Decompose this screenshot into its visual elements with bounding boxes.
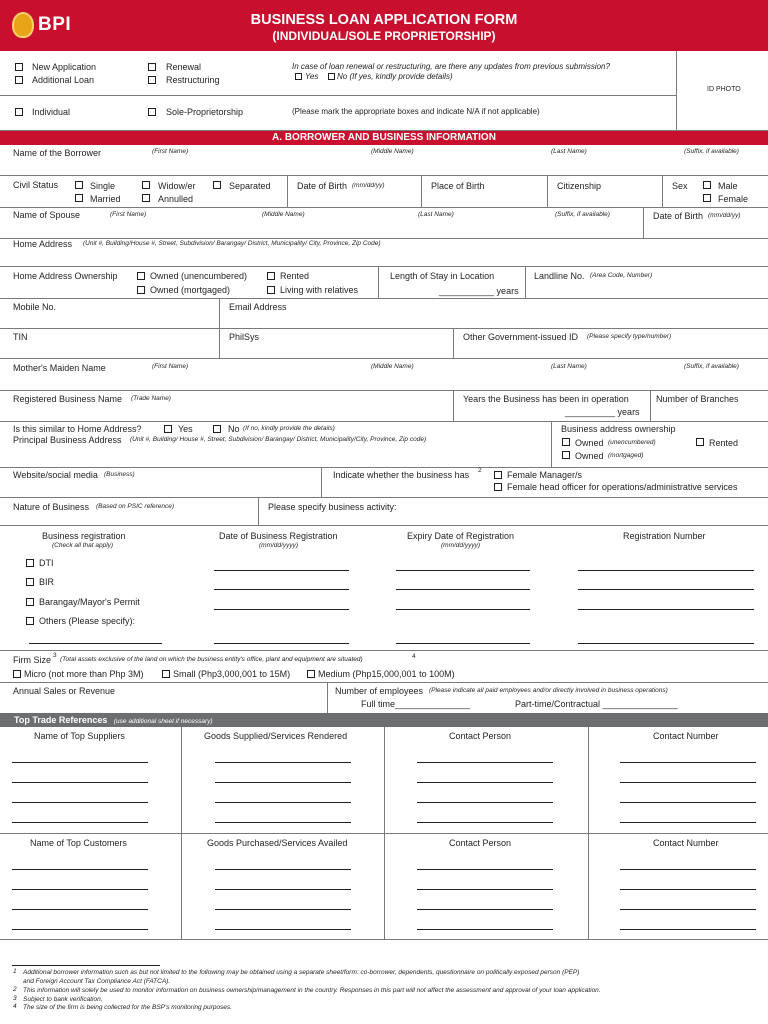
footnote-2: This information will solely be used to monitor information on business ownership/management in the country. Responses in this part will not affect the assessment and approval of your loan application. (23, 987, 601, 994)
nature-of-business-label: Nature of Business (13, 502, 90, 512)
philsys-label: PhilSys (229, 332, 260, 342)
others-date-line[interactable] (214, 643, 349, 644)
full-time-field[interactable]: Full time_______________ (361, 699, 471, 709)
email-label: Email Address (229, 302, 287, 312)
widower-label: Widow/er (158, 181, 196, 191)
male-checkbox[interactable] (703, 181, 711, 189)
mothers-maiden-name-label: Mother's Maiden Name (13, 363, 106, 373)
footnote-4-number: 4 (13, 1003, 17, 1010)
place-of-birth-label: Place of Birth (431, 181, 485, 191)
mother-last-hint: (Last Name) (551, 363, 587, 370)
footnote-ref-3: 3 (53, 652, 57, 659)
medium-label: Medium (Php15,000,001 to 100M) (318, 669, 455, 679)
footnote-3-number: 3 (13, 995, 17, 1002)
female-checkbox[interactable] (703, 194, 711, 202)
sole-proprietorship-checkbox[interactable] (148, 108, 156, 116)
spouse-dob-hint: (mm/dd/yy) (708, 212, 741, 219)
updates-no-checkbox[interactable] (328, 73, 335, 80)
others-number-line[interactable] (578, 643, 754, 644)
spouse-dob-label: Date of Birth (653, 211, 704, 221)
customer-line[interactable] (12, 889, 148, 890)
customer-contact-line[interactable] (417, 889, 553, 890)
supplier-number-line[interactable] (620, 782, 756, 783)
annulled-checkbox[interactable] (142, 194, 150, 202)
business-has-label: Indicate whether the business has (333, 470, 470, 480)
owned-mortgaged-checkbox[interactable] (137, 286, 145, 294)
new-application-label: New Application (32, 62, 97, 72)
expiry-date-label: Expiry Date of Registration (407, 531, 515, 541)
individual-checkbox[interactable] (15, 108, 23, 116)
new-application-checkbox[interactable] (15, 63, 23, 71)
renewal-label: Renewal (166, 62, 202, 72)
customer-line[interactable] (12, 909, 148, 910)
footnote-1-cont: and Foreign Account Tax Compliance Act (FATCA). (23, 978, 171, 985)
goods-supplied-line[interactable] (215, 802, 351, 803)
customer-line[interactable] (12, 929, 148, 930)
female-head-officer-label: Female head officer for operations/administrative services (507, 482, 738, 492)
part-time-field[interactable]: Part-time/Contractual _______________ (515, 699, 678, 709)
mark-note: (Please mark the appropriate boxes and indicate N/A if not applicable) (292, 107, 540, 116)
renewal-checkbox[interactable] (148, 63, 156, 71)
landline-hint: (Area Code, Number) (590, 272, 653, 279)
rented-checkbox[interactable] (267, 272, 275, 280)
dti-date-line[interactable] (214, 570, 349, 571)
psic-hint: (Based on PSIC reference) (96, 503, 175, 510)
mobile-label: Mobile No. (13, 302, 57, 312)
principal-address-hint: (Unit #, Building/ House #, Street, Subdivision/ Barangay/ District, Municipality/City, Province, Zip code) (130, 436, 427, 443)
similar-no-checkbox[interactable] (213, 425, 221, 433)
bir-number-line[interactable] (578, 589, 754, 590)
dti-label: DTI (39, 558, 54, 568)
single-checkbox[interactable] (75, 181, 83, 189)
goods-supplied-line[interactable] (215, 782, 351, 783)
spouse-suffix-hint: (Suffix, if available) (555, 211, 610, 218)
supplier-line[interactable] (12, 822, 148, 823)
owned-unencumbered-checkbox[interactable] (137, 272, 145, 280)
footnote-2-number: 2 (13, 986, 17, 993)
living-with-relatives-label: Living with relatives (280, 285, 359, 295)
married-label: Married (90, 194, 121, 204)
supplier-number-line[interactable] (620, 762, 756, 763)
owned-mortgaged-label: Owned (mortgaged) (150, 285, 231, 295)
supplier-contact-line[interactable] (417, 782, 553, 783)
top-suppliers-header: Name of Top Suppliers (34, 731, 125, 741)
other-gov-id-label: Other Government-issued ID (463, 332, 579, 342)
customer-number-line[interactable] (620, 909, 756, 910)
dob-format-hint: (mm/dd/yy) (352, 182, 385, 189)
individual-label: Individual (32, 107, 71, 117)
id-photo-box: ID PHOTO (707, 86, 741, 93)
bir-expiry-line[interactable] (396, 589, 530, 590)
supplier-contact-person-header: Contact Person (449, 731, 512, 741)
footnote-4: The size of the firm is being collected for the BSP's monitoring purposes. (23, 1004, 232, 1011)
registration-date-hint: (mm/dd/yyyy) (259, 542, 298, 549)
registration-number-label: Registration Number (623, 531, 706, 541)
micro-label: Micro (not more than Php 3M) (24, 669, 144, 679)
sole-proprietorship-label: Sole-Proprietorship (166, 107, 244, 117)
supplier-contact-line[interactable] (417, 762, 553, 763)
footnote-3: Subject to bank verification. (23, 996, 103, 1003)
business-activity-label: Please specify business activity: (268, 502, 397, 512)
bpi-logo: BPI (12, 12, 71, 38)
section-a-title: A. BORROWER AND BUSINESS INFORMATION (0, 131, 768, 145)
living-with-relatives-checkbox[interactable] (267, 286, 275, 294)
supplier-number-line[interactable] (620, 802, 756, 803)
others-checkbox[interactable] (26, 617, 34, 625)
first-name-hint: (First Name) (152, 148, 189, 155)
bir-checkbox[interactable] (26, 578, 34, 586)
separated-checkbox[interactable] (213, 181, 221, 189)
tin-label: TIN (13, 332, 28, 342)
mother-first-hint: (First Name) (152, 363, 189, 370)
business-owned-label: Owned (575, 438, 604, 448)
female-manager-checkbox[interactable] (494, 471, 502, 479)
firm-size-label: Firm Size (13, 655, 51, 665)
mother-suffix-hint: (Suffix, if available) (684, 363, 739, 370)
goods-purchased-line[interactable] (215, 909, 351, 910)
renewal-question: In case of loan renewal or restructuring, are there any updates from previous submission? (292, 62, 610, 71)
additional-loan-checkbox[interactable] (15, 76, 23, 84)
employees-hint: (Please indicate all paid employees and/or directly involved in business operations) (429, 687, 668, 694)
suffix-hint: (Suffix, if available) (684, 148, 739, 155)
bir-label: BIR (39, 577, 55, 587)
goods-supplied-line[interactable] (215, 762, 351, 763)
supplier-line[interactable] (12, 802, 148, 803)
form-title: BUSINESS LOAN APPLICATION FORM (250, 12, 518, 28)
middle-name-hint: (Middle Name) (371, 148, 414, 155)
customer-number-line[interactable] (620, 869, 756, 870)
supplier-contact-line[interactable] (417, 822, 553, 823)
trade-references-hint: (use additional sheet if necessary) (113, 718, 213, 725)
restructuring-label: Restructuring (166, 75, 220, 85)
last-name-hint: (Last Name) (551, 148, 587, 155)
male-label: Male (718, 181, 738, 191)
trade-name-hint: (Trade Name) (131, 395, 171, 402)
length-of-stay-years[interactable]: ___________ years (439, 286, 519, 296)
length-of-stay-label: Length of Stay in Location (390, 271, 495, 281)
civil-status-label: Civil Status (13, 180, 59, 190)
supplier-number-line[interactable] (620, 822, 756, 823)
bir-date-line[interactable] (214, 589, 349, 590)
years-in-operation-label: Years the Business has been in operation (463, 394, 629, 404)
dti-checkbox[interactable] (26, 559, 34, 567)
similar-no-hint: (If no, kindly provide the details) (243, 425, 335, 432)
dti-expiry-line[interactable] (396, 570, 530, 571)
goods-supplied-header: Goods Supplied/Services Rendered (204, 731, 348, 741)
annulled-label: Annulled (158, 194, 194, 204)
years-in-operation-value[interactable]: __________ years (565, 407, 640, 417)
single-label: Single (90, 181, 116, 191)
website-label: Website/social media (13, 470, 98, 480)
spouse-middle-hint: (Middle Name) (262, 211, 305, 218)
updates-no-label: No (If yes, kindly provide details) (337, 72, 453, 81)
goods-purchased-line[interactable] (215, 869, 351, 870)
barangay-permit-label: Barangay/Mayor's Permit (39, 597, 140, 607)
other-gov-id-hint: (Please specify type/number) (587, 333, 672, 340)
supplier-contact-line[interactable] (417, 802, 553, 803)
micro-checkbox[interactable] (13, 670, 21, 678)
similar-yes-checkbox[interactable] (164, 425, 172, 433)
widower-checkbox[interactable] (142, 181, 150, 189)
footnote-1: Additional borrower information such as but not limited to the following may be obtained using a separate sheet/form: co-borrower, dependents, questionnaire on politically exposed person (PEP) (23, 969, 580, 976)
firm-size-hint: (Total assets exclusive of the land on which the business entity's office, plant and equipment are situated) (60, 656, 363, 663)
supplier-line[interactable] (12, 782, 148, 783)
customer-contact-number-header: Contact Number (653, 838, 719, 848)
similar-no-label: No (228, 424, 240, 434)
business-owned-unencumbered-checkbox[interactable] (562, 438, 570, 446)
principal-address-label: Principal Business Address (13, 435, 122, 445)
separated-label: Separated (229, 181, 271, 191)
mortgaged-hint: (mortgaged) (608, 452, 644, 459)
small-label: Small (Php3,000,001 to 15M) (173, 669, 291, 679)
barangay-number-line[interactable] (578, 609, 754, 610)
trade-references-bar (0, 713, 768, 727)
restructuring-checkbox[interactable] (148, 76, 156, 84)
goods-purchased-line[interactable] (215, 929, 351, 930)
female-manager-label: Female Manager/s (507, 470, 583, 480)
goods-purchased-header: Goods Purchased/Services Availed (207, 838, 348, 848)
registration-date-label: Date of Business Registration (219, 531, 338, 541)
barangay-permit-checkbox[interactable] (26, 598, 34, 606)
female-label: Female (718, 194, 749, 204)
updates-yes-checkbox[interactable] (295, 73, 302, 80)
barangay-date-line[interactable] (214, 609, 349, 610)
customer-contact-line[interactable] (417, 929, 553, 930)
goods-purchased-line[interactable] (215, 889, 351, 890)
female-head-officer-checkbox[interactable] (494, 483, 502, 491)
customer-contact-line[interactable] (417, 909, 553, 910)
business-rented-label: Rented (709, 438, 739, 448)
mother-middle-hint: (Middle Name) (371, 363, 414, 370)
branches-label: Number of Branches (656, 394, 739, 404)
top-customers-header: Name of Top Customers (30, 838, 127, 848)
others-expiry-line[interactable] (396, 643, 530, 644)
supplier-contact-number-header: Contact Number (653, 731, 719, 741)
customer-contact-person-header: Contact Person (449, 838, 512, 848)
check-all-hint: (Check all that apply) (52, 542, 114, 549)
home-address-hint: (Unit #, Building/House #, Street, Subdivision/ Barangay/ District, Municipality/ City, Province, Zip Code) (83, 240, 381, 247)
employees-label: Number of employees (335, 686, 424, 696)
footnote-ref-2: 2 (478, 467, 482, 474)
annual-sales-label: Annual Sales or Revenue (13, 686, 116, 696)
form-subtitle: (INDIVIDUAL/SOLE PROPRIETORSHIP) (272, 29, 496, 43)
dob-label: Date of Birth (297, 181, 348, 191)
customer-number-line[interactable] (620, 889, 756, 890)
small-checkbox[interactable] (162, 670, 170, 678)
business-rented-checkbox[interactable] (696, 438, 704, 446)
medium-checkbox[interactable] (307, 670, 315, 678)
website-hint: (Business) (104, 471, 135, 478)
others-specify-line[interactable] (29, 643, 162, 644)
landline-label: Landline No. (534, 271, 585, 281)
updates-yes-label: Yes (305, 72, 319, 81)
spouse-last-hint: (Last Name) (418, 211, 454, 218)
borrower-name-label: Name of the Borrower (13, 148, 102, 158)
citizenship-label: Citizenship (557, 181, 602, 191)
footnote-1-number: 1 (13, 968, 17, 975)
goods-supplied-line[interactable] (215, 822, 351, 823)
footnote-divider (12, 965, 160, 966)
business-ownership-label: Business address ownership (561, 424, 676, 434)
sex-label: Sex (672, 181, 688, 191)
similar-yes-label: Yes (178, 424, 193, 434)
trade-references-title: Top Trade References (14, 715, 108, 725)
others-label: Others (Please specify): (39, 616, 136, 626)
customer-number-line[interactable] (620, 929, 756, 930)
similar-address-label: Is this similar to Home Address? (13, 424, 142, 434)
additional-loan-label: Additional Loan (32, 75, 95, 85)
spouse-name-label: Name of Spouse (13, 210, 81, 220)
supplier-line[interactable] (12, 762, 148, 763)
married-checkbox[interactable] (75, 194, 83, 202)
home-ownership-label: Home Address Ownership (13, 271, 118, 281)
home-address-label: Home Address (13, 239, 73, 249)
spouse-first-hint: (First Name) (110, 211, 147, 218)
business-owned-mortgaged-label: Owned (575, 451, 604, 461)
unencumbered-hint: (unencumbered) (608, 439, 656, 446)
expiry-date-hint: (mm/dd/yyyy) (441, 542, 480, 549)
customer-contact-line[interactable] (417, 869, 553, 870)
dti-number-line[interactable] (578, 570, 754, 571)
barangay-expiry-line[interactable] (396, 609, 530, 610)
business-name-label: Registered Business Name (13, 394, 123, 404)
customer-line[interactable] (12, 869, 148, 870)
business-owned-mortgaged-checkbox[interactable] (562, 451, 570, 459)
owned-unencumbered-label: Owned (unencumbered) (150, 271, 248, 281)
business-registration-label: Business registration (42, 531, 126, 541)
rented-label: Rented (280, 271, 310, 281)
footnote-ref-4: 4 (412, 653, 416, 660)
